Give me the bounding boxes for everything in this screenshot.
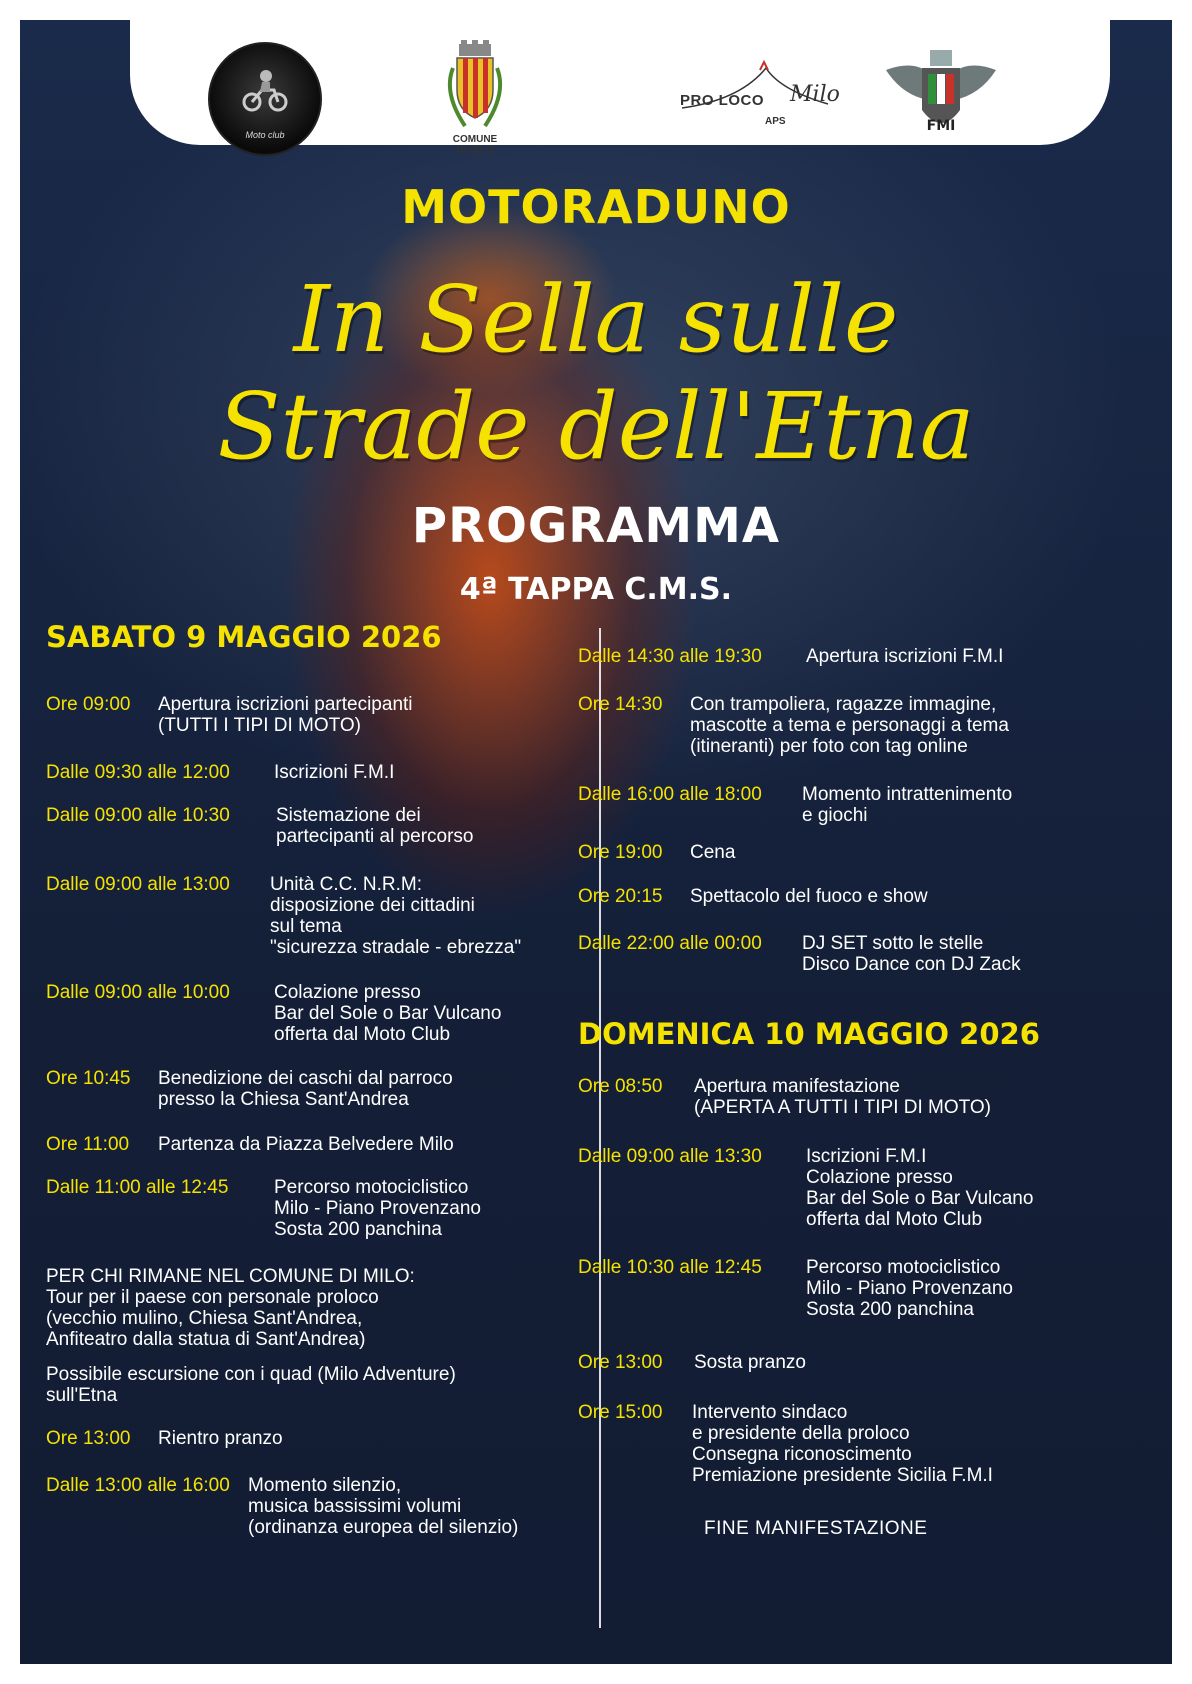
pro-loco-town: Milo xyxy=(790,82,840,107)
entry-description: Spettacolo del fuoco e show xyxy=(690,886,928,907)
column-divider xyxy=(599,628,601,1628)
entry-description: Momento silenzio, musica bassissimi volumi (ordinanza europea del silenzio) xyxy=(248,1475,519,1538)
entry-description: Partenza da Piazza Belvedere Milo xyxy=(158,1134,454,1155)
sunday-heading: DOMENICA 10 MAGGIO 2026 xyxy=(578,1017,1040,1051)
entry-description: Apertura iscrizioni partecipanti (TUTTI I TIPI DI MOTO) xyxy=(158,694,413,736)
entry-description: Apertura iscrizioni F.M.I xyxy=(806,646,1004,667)
moto-club-logo xyxy=(208,42,322,156)
pro-loco-logo xyxy=(680,60,840,140)
entry-time: Dalle 09:00 alle 13:00 xyxy=(46,874,230,895)
entry-description: Iscrizioni F.M.I xyxy=(274,762,395,783)
entry-time: Dalle 09:00 alle 10:00 xyxy=(46,982,230,1003)
event-poster xyxy=(20,20,1172,1664)
entry-time: Dalle 09:00 alle 10:30 xyxy=(46,805,230,826)
saturday-heading: SABATO 9 MAGGIO 2026 xyxy=(46,620,442,654)
entry-description: Intervento sindaco e presidente della proloco Consegna riconoscimento Premiazione presidente Sicilia F.M.I xyxy=(692,1402,993,1486)
comune-di-milo-logo xyxy=(435,38,515,156)
entry-time: Dalle 10:30 alle 12:45 xyxy=(578,1257,762,1278)
closing-label: FINE MANIFESTAZIONE xyxy=(704,1518,928,1539)
moto-club-caption: Moto club xyxy=(245,130,285,140)
entry-time: Ore 20:15 xyxy=(578,886,663,907)
event-kicker: MOTORADUNO xyxy=(401,180,791,234)
entry-time: Dalle 09:00 alle 13:30 xyxy=(578,1146,762,1167)
stage-label: 4ª TAPPA C.M.S. xyxy=(459,572,733,607)
entry-description: Colazione presso Bar del Sole o Bar Vulcano offerta dal Moto Club xyxy=(274,982,502,1045)
entry-time: Ore 13:00 xyxy=(578,1352,663,1373)
entry-description: Momento intrattenimento e giochi xyxy=(802,784,1013,826)
pro-loco-suffix: APS xyxy=(765,116,786,127)
entry-time: Dalle 22:00 alle 00:00 xyxy=(578,933,762,954)
entry-description: Apertura manifestazione (APERTA A TUTTI I TIPI DI MOTO) xyxy=(694,1076,992,1118)
event-title-line2: Strade dell'Etna xyxy=(217,373,975,480)
milo-tour-note: PER CHI RIMANE NEL COMUNE DI MILO: Tour per il paese con personale proloco (vecchio mulino, Chiesa Sant'Andrea, Anfiteatro dalla statua di Sant'Andrea) xyxy=(46,1266,415,1350)
entry-time: Ore 11:00 xyxy=(46,1134,130,1155)
entry-description: Sosta pranzo xyxy=(694,1352,806,1373)
fmi-wings-icon xyxy=(882,40,1000,150)
entry-time: Ore 09:00 xyxy=(46,694,131,715)
entry-description: DJ SET sotto le stelle Disco Dance con DJ Zack xyxy=(802,933,1021,975)
comune-caption: COMUNE DI MILO xyxy=(452,134,498,156)
entry-description: Rientro pranzo xyxy=(158,1428,283,1449)
event-title-line1: In Sella sulle xyxy=(293,266,899,373)
motorcycle-icon xyxy=(240,66,290,112)
entry-time: Dalle 16:00 alle 18:00 xyxy=(578,784,762,805)
entry-description: Percorso motociclistico Milo - Piano Provenzano Sosta 200 panchina xyxy=(806,1257,1013,1320)
entry-description: Con trampoliera, ragazze immagine, mascotte a tema e personaggi a tema (itineranti) per foto con tag online xyxy=(690,694,1009,757)
entry-time: Ore 13:00 xyxy=(46,1428,131,1449)
fmi-logo xyxy=(882,40,1000,150)
entry-description: Benedizione dei caschi dal parroco presso la Chiesa Sant'Andrea xyxy=(158,1068,453,1110)
program-heading: PROGRAMMA xyxy=(411,498,781,554)
entry-time: Dalle 14:30 alle 19:30 xyxy=(578,646,762,667)
entry-description: Sistemazione dei partecipanti al percorso xyxy=(276,805,474,847)
entry-time: Ore 19:00 xyxy=(578,842,663,863)
svg-text:FMI: FMI xyxy=(926,118,956,134)
entry-time: Ore 14:30 xyxy=(578,694,663,715)
entry-time: Ore 15:00 xyxy=(578,1402,663,1423)
entry-description: Unità C.C. N.R.M: disposizione dei cittadini sul tema "sicurezza stradale - ebrezza" xyxy=(270,874,522,958)
entry-time: Ore 08:50 xyxy=(578,1076,663,1097)
entry-description: Percorso motociclistico Milo - Piano Provenzano Sosta 200 panchina xyxy=(274,1177,481,1240)
entry-time: Dalle 13:00 alle 16:00 xyxy=(46,1475,230,1496)
entry-time: Dalle 11:00 alle 12:45 xyxy=(46,1177,229,1198)
entry-time: Dalle 09:30 alle 12:00 xyxy=(46,762,230,783)
quad-excursion-note: Possibile escursione con i quad (Milo Adventure) sull'Etna xyxy=(46,1364,456,1406)
pro-loco-name: PRO LOCO xyxy=(680,92,765,109)
entry-description: Cena xyxy=(690,842,736,863)
coat-of-arms-icon xyxy=(435,38,515,134)
entry-time: Ore 10:45 xyxy=(46,1068,131,1089)
entry-description: Iscrizioni F.M.I Colazione presso Bar del Sole o Bar Vulcano offerta dal Moto Club xyxy=(806,1146,1034,1230)
